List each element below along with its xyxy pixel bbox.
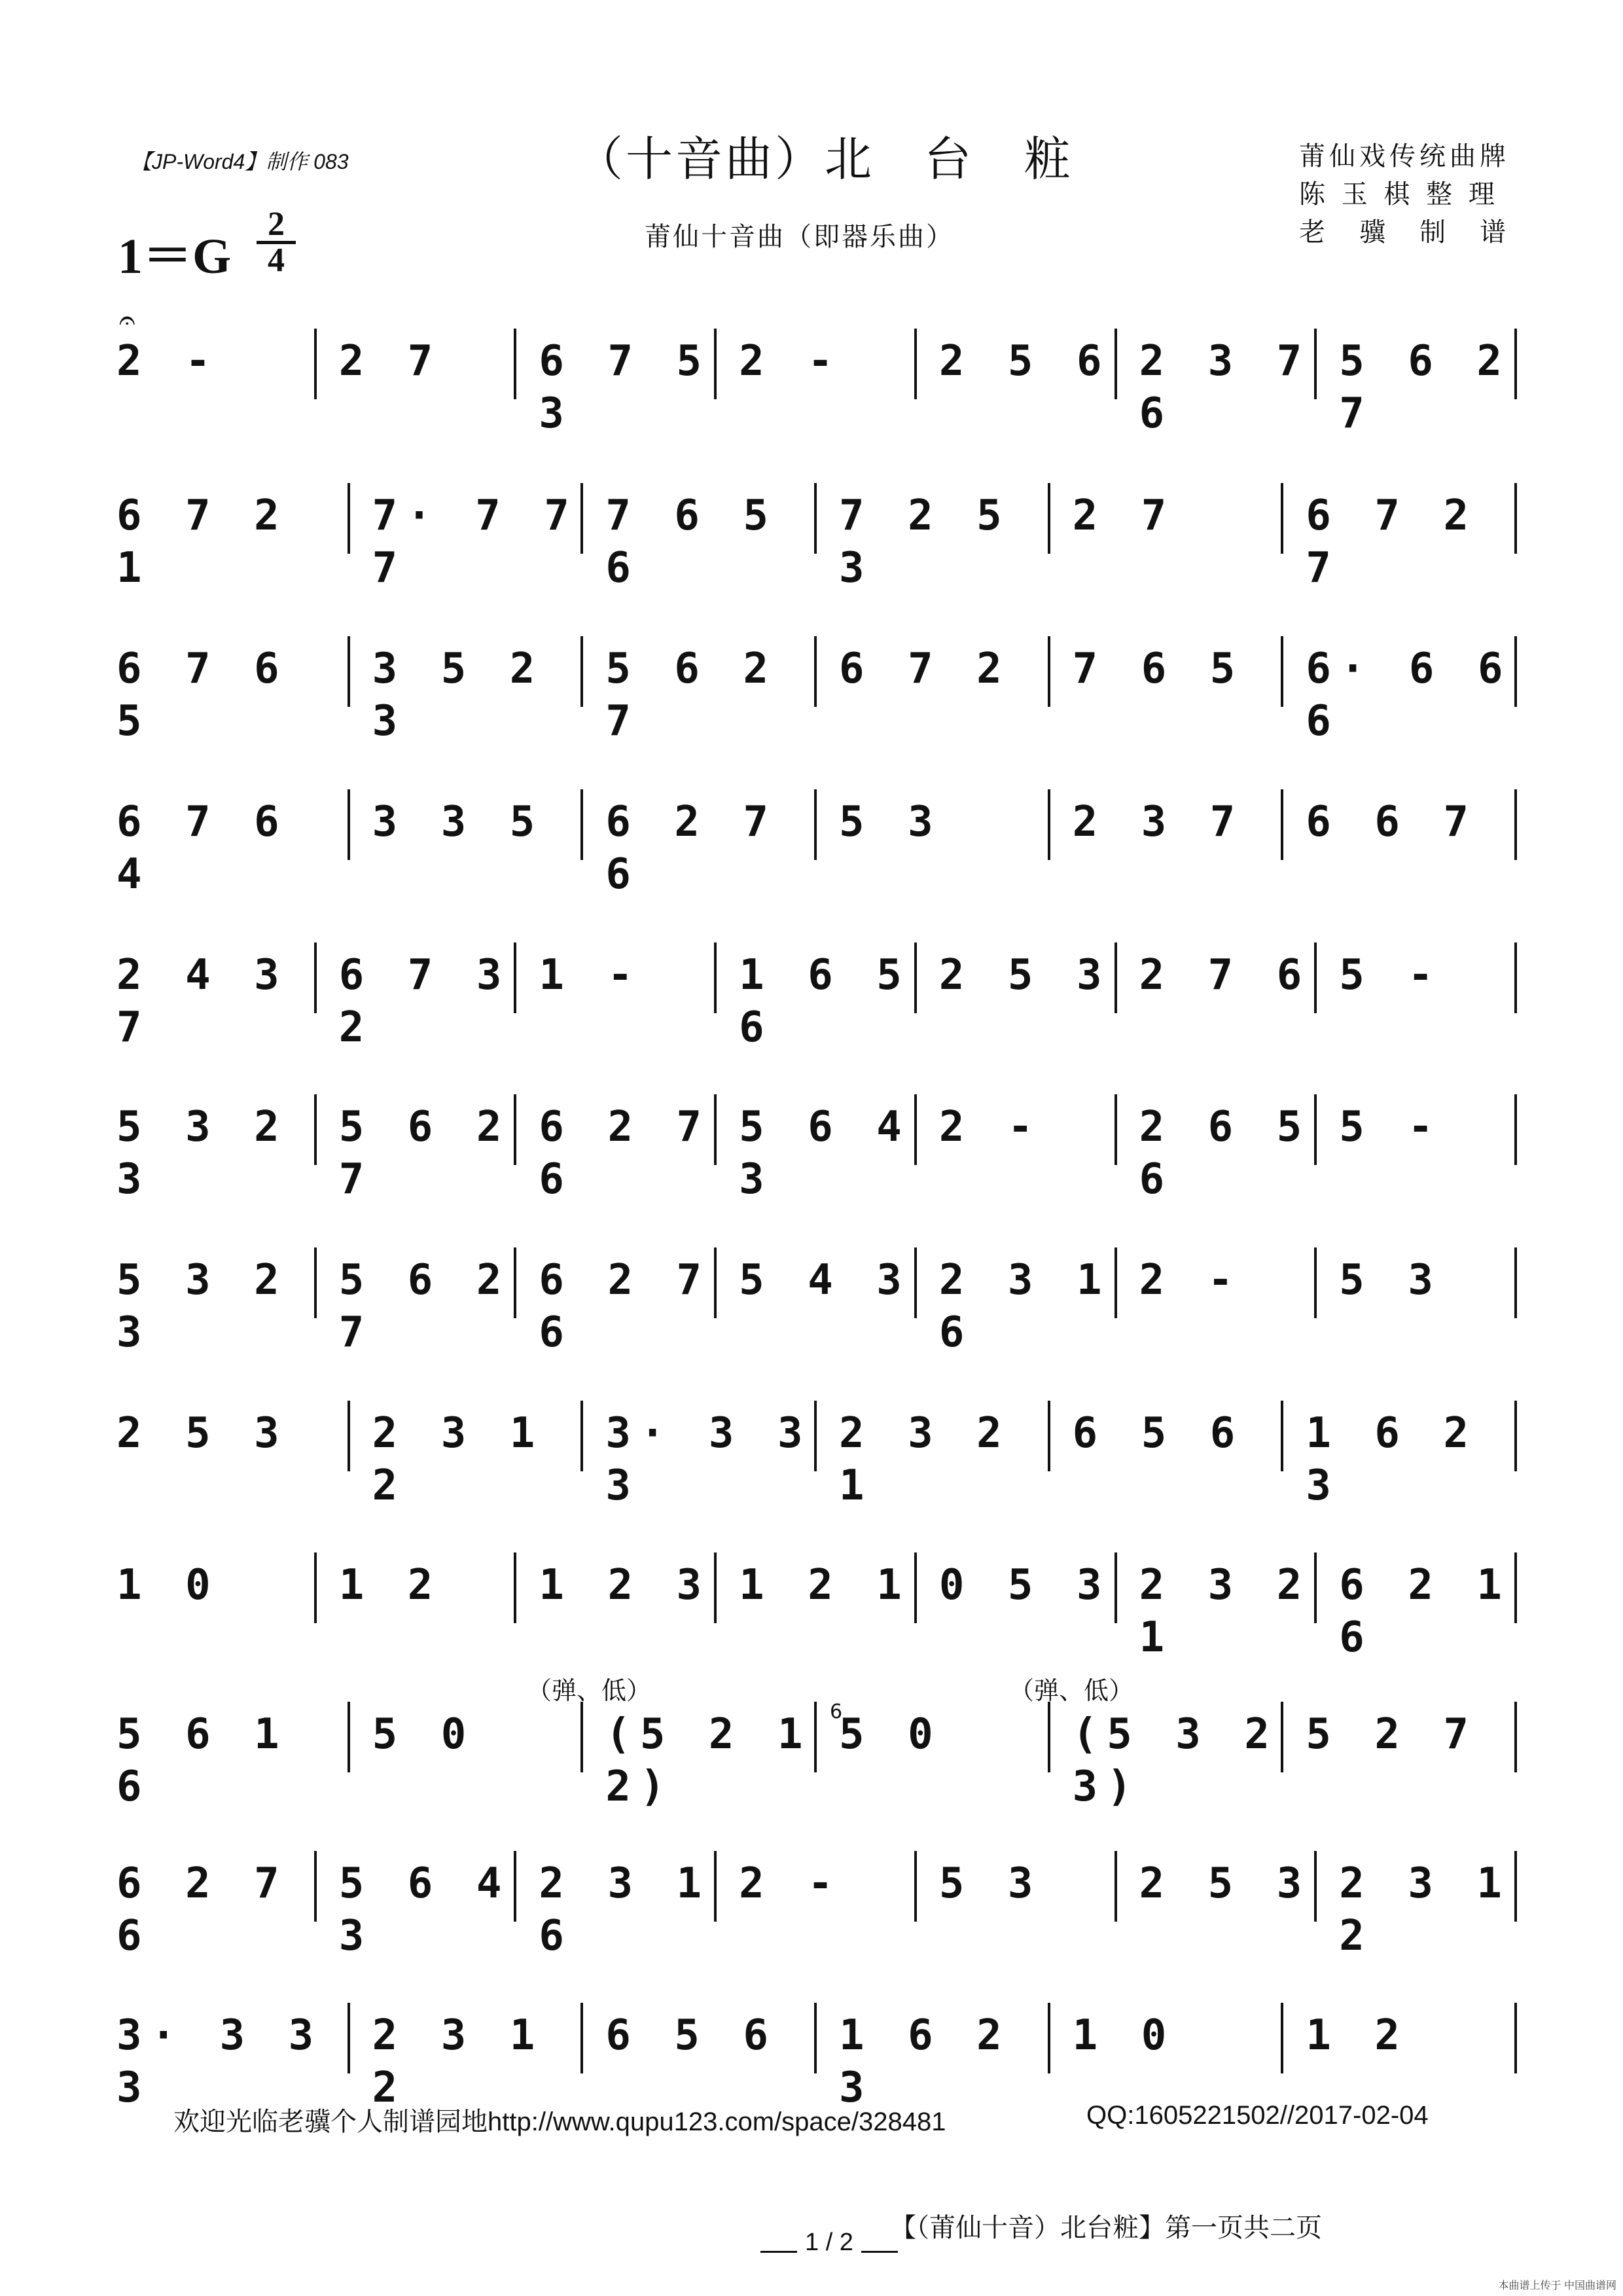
maker-label: 【JP-Word4】制作 083 — [131, 150, 349, 173]
measure-notes: 6 2 7 6 — [116, 1859, 289, 1960]
measure-notes: 7 2 5 3 — [839, 492, 1011, 592]
footer-contact: QQ:1605221502//2017-02-04 — [1086, 2101, 1429, 2130]
measure — [1283, 1695, 1517, 1774]
measure — [1283, 1996, 1517, 2075]
barline — [1514, 1094, 1517, 1165]
measure — [817, 1394, 1050, 1510]
barline — [1514, 636, 1517, 707]
time-signature — [257, 208, 296, 277]
measure — [1283, 476, 1517, 592]
measure — [1117, 1844, 1317, 1923]
measure — [116, 476, 350, 592]
measure — [116, 783, 350, 899]
measure — [917, 1241, 1117, 1357]
measure-notes: 3· 3 3 3 — [605, 1409, 812, 1510]
measure — [1117, 1088, 1317, 1204]
measure-notes: 5 4 3 — [739, 1256, 911, 1304]
measure — [116, 630, 350, 745]
measure — [717, 1241, 917, 1319]
measure-notes: 2 3 2 1 — [839, 1409, 1011, 1510]
measure — [350, 630, 584, 745]
score-title: （十音曲）北 台 粧 — [576, 132, 1074, 187]
measure — [1050, 1394, 1284, 1473]
measure-notes: 5 3 2 3 — [116, 1256, 289, 1357]
measure-notes: 6 7 2 1 — [116, 492, 289, 592]
upload-credit: 本曲谱上传于 中国曲谱网 — [1498, 2280, 1616, 2291]
measure — [1317, 1844, 1517, 1960]
measure-notes: 2 5 3 — [1139, 1859, 1311, 1908]
measure-notes: 3· 3 3 3 — [116, 2011, 323, 2112]
measure — [1283, 783, 1517, 861]
barline — [1514, 942, 1517, 1013]
measure — [817, 630, 1050, 708]
measure-notes: 2 6 5 6 — [1139, 1103, 1311, 1204]
measure — [116, 1844, 317, 1960]
score-system — [116, 630, 1517, 745]
measure-notes: 2 3 1 2 — [1339, 1859, 1511, 1960]
measure — [516, 936, 717, 1014]
credit-source: 莆仙戏传统曲牌 — [1299, 141, 1510, 171]
measure-notes: 5 3 2 3 — [116, 1103, 289, 1204]
measure-notes: 1 6 2 3 — [839, 2011, 1011, 2112]
measure — [1117, 1241, 1317, 1319]
measure-notes: 2 3 1 2 — [372, 2011, 544, 2112]
measure-notes: 5 6 2 7 — [1339, 337, 1511, 438]
score-system — [116, 1996, 1517, 2112]
measure — [1283, 1394, 1517, 1510]
measure-notes: 5 6 2 7 — [605, 645, 777, 745]
measure-notes: 5 0 — [839, 1710, 942, 1759]
measure-notes: 5 - — [1339, 1103, 1442, 1151]
measure-notes: 2 - — [1139, 1256, 1243, 1304]
barline — [1514, 329, 1517, 399]
measure — [317, 1088, 517, 1204]
measure — [817, 476, 1050, 592]
score-system — [116, 1394, 1517, 1510]
measure-notes: 5 3 — [938, 1859, 1043, 1908]
measure — [317, 322, 517, 401]
measure-notes: 1 2 — [1306, 2011, 1409, 2060]
measure-notes: 1 - — [539, 951, 643, 999]
measure-notes: (5 2 1 2) — [605, 1710, 812, 1811]
measure-notes: 6 2 7 6 — [539, 1103, 711, 1204]
credit-engraver: 老 骥 制 谱 — [1299, 217, 1510, 247]
measure — [583, 1394, 817, 1510]
measure-notes: 6 2 7 6 — [539, 1256, 711, 1357]
measure-notes: 2 - — [739, 1859, 842, 1908]
measure — [516, 322, 717, 438]
barline — [1514, 483, 1517, 554]
measure-notes: 1 0 — [116, 1561, 220, 1609]
measure — [1050, 783, 1284, 861]
measure-notes: 2 5 3 — [116, 1409, 289, 1458]
measure — [1117, 322, 1317, 438]
measure-notes: 2 4 3 7 — [116, 951, 289, 1052]
barline — [1514, 789, 1517, 860]
measure — [516, 1088, 717, 1204]
measure — [350, 1996, 584, 2112]
measure — [1117, 1546, 1317, 1662]
measure-notes: 5 3 — [839, 798, 942, 846]
grace-note: 6 — [830, 1700, 843, 1723]
measure — [717, 936, 917, 1052]
measure-notes: (5 3 2 3) — [1072, 1710, 1279, 1811]
score-system — [116, 1546, 1517, 1662]
measure-notes: 5 6 4 3 — [338, 1859, 511, 1960]
measure — [1050, 630, 1284, 708]
measure — [917, 936, 1117, 1014]
score-system — [116, 936, 1517, 1052]
measure — [516, 1844, 717, 1960]
measure — [317, 1546, 517, 1624]
key-signature: 1＝G — [118, 229, 232, 284]
measure-notes: 6 7 2 — [839, 645, 1011, 693]
measure — [717, 1844, 917, 1923]
measure — [350, 476, 584, 592]
measure — [583, 1996, 817, 2075]
measure — [1050, 476, 1284, 555]
measure-notes: 5 6 2 7 — [338, 1256, 511, 1357]
measure-notes: 1 2 3 — [539, 1561, 711, 1609]
meter-bottom: 4 — [268, 242, 285, 279]
measure-notes: 7· 7 7 7 — [372, 492, 579, 592]
measure-notes: 2 5 6 — [938, 337, 1111, 386]
measure-notes: 5 2 7 — [1306, 1710, 1478, 1759]
measure — [116, 1088, 317, 1204]
measure — [817, 1695, 1050, 1774]
score-system — [116, 1241, 1517, 1357]
measure-notes: 2 3 7 6 — [1139, 337, 1311, 438]
measure — [1050, 1996, 1284, 2075]
barline — [1514, 1851, 1517, 1922]
measure — [116, 1241, 317, 1357]
footer-website: 欢迎光临老骥个人制谱园地http://www.qupu123.com/space/328481 — [173, 2108, 946, 2136]
score-system — [116, 476, 1517, 592]
measure-notes: 6 7 6 4 — [116, 798, 289, 899]
measure-notes: 2 3 7 — [1072, 798, 1245, 846]
measure — [1317, 1241, 1517, 1319]
measure — [583, 476, 817, 592]
measure-notes: 2 3 2 1 — [1139, 1561, 1311, 1662]
measure-notes: 6 5 6 — [1072, 1409, 1245, 1458]
measure-notes: 2 - — [116, 337, 220, 386]
page-number: 1 / 2 — [753, 2229, 906, 2257]
measure-notes: 5 - — [1339, 951, 1442, 999]
measure-notes: 5 6 2 7 — [338, 1103, 511, 1204]
score-system — [116, 1695, 1517, 1811]
measure-notes: 2 5 3 — [938, 951, 1111, 999]
measure-notes: 2 - — [739, 337, 842, 386]
barline — [1514, 1552, 1517, 1623]
measure-notes: 3 5 2 3 — [372, 645, 544, 745]
measure — [350, 783, 584, 861]
measure-notes: 6 2 1 6 — [1339, 1561, 1511, 1662]
measure-notes: 1 6 2 3 — [1306, 1409, 1478, 1510]
measure-notes: 6 7 2 7 — [1306, 492, 1478, 592]
measure — [817, 1996, 1050, 2112]
measure-notes: 6 5 6 — [605, 2011, 777, 2060]
plucked-low-annotation-2: （弹、低） — [1009, 1676, 1134, 1705]
credits-block — [1299, 137, 1510, 251]
measure-notes: 1 0 — [1072, 2011, 1176, 2060]
measure-notes: 6 7 6 5 — [116, 645, 289, 745]
credit-arranger: 陈 玉 棋 整 理 — [1299, 179, 1499, 209]
footer-page-title: 【（莆仙十音）北台粧】第一页共二页 — [890, 2213, 1322, 2243]
measure-notes: 5 6 4 3 — [739, 1103, 911, 1204]
measure — [1317, 1088, 1517, 1166]
measure — [350, 1695, 584, 1774]
barline — [1514, 1401, 1517, 1471]
measure — [116, 1394, 350, 1473]
measure — [917, 322, 1117, 401]
score-system — [116, 1088, 1517, 1204]
measure-notes: 2 7 — [338, 337, 442, 386]
measure — [116, 936, 317, 1052]
barline — [1514, 1247, 1517, 1318]
meter-top: 2 — [257, 208, 296, 244]
measure — [717, 1546, 917, 1624]
measure — [116, 1996, 350, 2112]
measure — [917, 1546, 1117, 1624]
measure-notes: 5 6 1 6 — [116, 1710, 289, 1811]
measure-notes: 6· 6 6 6 — [1306, 645, 1512, 745]
measure — [1317, 936, 1517, 1014]
measure-notes: 2 - — [938, 1103, 1043, 1151]
measure-notes: 3 3 5 — [372, 798, 544, 846]
measure-notes: 0 5 3 — [938, 1561, 1111, 1609]
score-system — [116, 783, 1517, 899]
measure — [917, 1844, 1117, 1923]
barline — [1514, 1702, 1517, 1772]
score-system — [116, 1844, 1517, 1960]
measure-notes: 1 2 — [338, 1561, 442, 1609]
measure — [516, 1241, 717, 1357]
measure-notes: 6 2 7 6 — [605, 798, 777, 899]
score-subtitle: 莆仙十音曲（即器乐曲） — [645, 222, 954, 252]
measure-notes: 2 3 1 6 — [539, 1859, 711, 1960]
measure — [1283, 630, 1517, 745]
measure — [817, 783, 1050, 861]
measure — [1317, 322, 1517, 438]
measure-notes: 1 6 5 6 — [739, 951, 911, 1052]
measure-notes: 1 2 1 — [739, 1561, 911, 1609]
measure — [583, 1695, 817, 1811]
measure-notes: 2 3 1 6 — [938, 1256, 1111, 1357]
measure-notes: 6 7 5 3 — [539, 337, 711, 438]
plucked-low-annotation-1: （弹、低） — [527, 1676, 652, 1705]
measure — [583, 630, 817, 745]
fermata-icon: 𝄐 — [119, 304, 135, 337]
score-system — [116, 304, 1517, 438]
measure — [317, 1241, 517, 1357]
barline — [1514, 2003, 1517, 2073]
measure — [1317, 1546, 1517, 1662]
measure-notes: 2 3 1 2 — [372, 1409, 544, 1510]
measure — [116, 304, 317, 401]
measure — [1050, 1695, 1284, 1811]
measure-notes: 2 7 6 — [1139, 951, 1311, 999]
measure-notes: 6 7 3 2 — [338, 951, 511, 1052]
measure — [516, 1546, 717, 1624]
measure-notes: 6 6 7 — [1306, 798, 1478, 846]
measure — [583, 783, 817, 899]
measure — [116, 1546, 317, 1624]
measure — [717, 1088, 917, 1204]
measure — [1117, 936, 1317, 1014]
measure-notes: 5 0 — [372, 1710, 476, 1759]
measure-notes: 5 3 — [1339, 1256, 1442, 1304]
measure-notes: 2 7 — [1072, 492, 1176, 540]
measure — [350, 1394, 584, 1510]
measure — [317, 1844, 517, 1960]
measure-notes: 7 6 5 6 — [605, 492, 777, 592]
measure — [917, 1088, 1117, 1166]
measure — [317, 936, 517, 1052]
measure — [116, 1695, 350, 1811]
measure — [717, 322, 917, 401]
measure-notes: 7 6 5 — [1072, 645, 1245, 693]
